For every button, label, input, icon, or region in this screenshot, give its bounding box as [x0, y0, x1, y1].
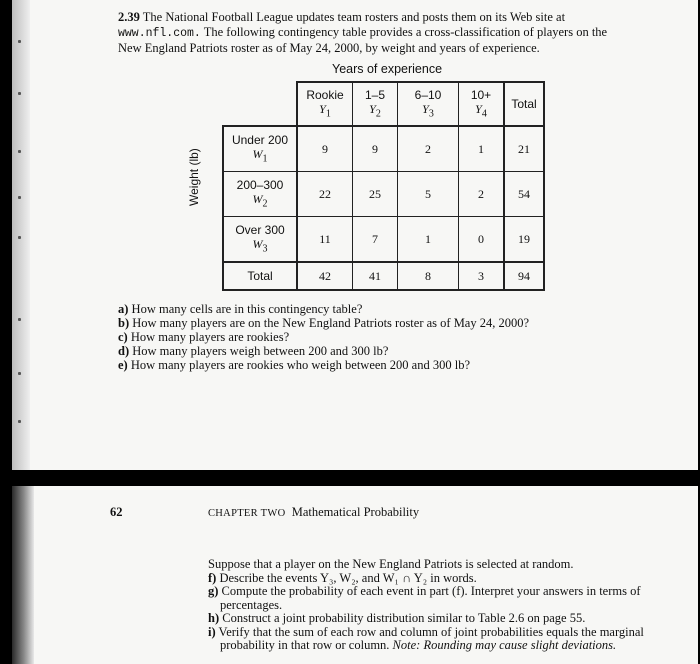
table-cell: 1	[459, 126, 505, 172]
question-item: e) How many players are rookies who weigh between 200 and 300 lb?	[118, 358, 470, 372]
table-cell: 9	[297, 126, 353, 172]
problem-number: 2.39	[118, 10, 140, 24]
problem-text-2: The following contingency table provides a cross-classification of players on the New England Patriots roster as of May 24, 2000, by weight and years of experience.	[118, 24, 608, 55]
table-cell-total: 54	[504, 172, 544, 217]
table-cell: 1	[398, 217, 459, 263]
chapter-label: CHAPTER TWO	[208, 508, 286, 519]
column-header: 6–10 $Y_3$	[398, 82, 459, 126]
table-row	[223, 217, 544, 263]
question-item: g) Compute the probability of each event in part (f). Interpret your answers in terms of percentages.	[208, 584, 641, 612]
column-header: 1–5 $Y_2$	[353, 82, 398, 126]
question-item: i) Verify that the sum of each row and column of joint probabilities equals the marginal probability in that row or column. Note: Rounding may cause slight deviations.	[208, 624, 644, 652]
row-header: 200–300 $W_2$	[223, 172, 297, 217]
scan-speck	[18, 420, 21, 423]
table-cell: 2	[459, 172, 505, 217]
scan-speck	[18, 318, 21, 321]
scan-speck	[18, 196, 21, 199]
textbook-page-bottom	[12, 486, 698, 664]
problem-url: www.nfl.com.	[118, 26, 201, 40]
table-cell: 25	[353, 172, 398, 217]
table-cell-grand-total: 94	[504, 262, 544, 290]
table-cell: 0	[459, 217, 505, 263]
textbook-page-top	[12, 0, 698, 470]
table-cell: 5	[398, 172, 459, 217]
problem-text-1: The National Football League updates team rosters and posts them on its Web site at	[142, 10, 566, 24]
scan-speck	[18, 92, 21, 95]
page-number: 62	[110, 505, 123, 519]
table-cell-total: 21	[504, 126, 544, 172]
table-totals-row	[223, 262, 544, 290]
row-axis-label: Weight (lb)	[187, 148, 201, 206]
table-row	[223, 126, 544, 172]
table-cell: 22	[297, 172, 353, 217]
table-cell: 7	[353, 217, 398, 263]
table-cell: 11	[297, 217, 353, 263]
question-item: b) How many players are on the New England Patriots roster as of May 24, 2000?	[118, 316, 530, 330]
column-axis-label: Years of experience	[332, 62, 443, 76]
table-cell: 9	[353, 126, 398, 172]
table-cell-total: 42	[297, 262, 353, 290]
page-binding-edge	[12, 486, 34, 664]
page-binding-edge	[12, 0, 30, 470]
question-item: h) Construct a joint probability distribution similar to Table 2.6 on page 55.	[208, 611, 586, 625]
table-cell: 2	[398, 126, 459, 172]
question-item: d) How many players weigh between 200 and 300 lb?	[118, 344, 389, 358]
question-list	[118, 302, 529, 372]
column-header: Rookie $Y_1$	[297, 82, 353, 126]
chapter-title: Mathematical Probability	[291, 505, 420, 519]
problem-statement	[118, 10, 618, 56]
table-row	[223, 172, 544, 217]
table-corner	[223, 82, 297, 126]
question-item: c) How many players are rookies?	[118, 330, 290, 344]
column-header-total: Total	[504, 82, 544, 126]
scan-speck	[18, 40, 21, 43]
column-header: 10+ $Y_4$	[459, 82, 505, 126]
contingency-table	[222, 81, 545, 291]
scan-speck	[18, 150, 21, 153]
question-item: f) Describe the events Y₃, W₂, and W₁ ∩ Y₂ in words.	[208, 570, 477, 585]
row-header: Over 300 $W_3$	[223, 217, 297, 263]
table-cell-total: 19	[504, 217, 544, 263]
question-item: a) How many cells are in this contingency table?	[118, 302, 363, 316]
row-header-total: Total	[223, 262, 297, 290]
table-cell-total: 8	[398, 262, 459, 290]
table-cell-total: 3	[459, 262, 505, 290]
chapter-heading	[208, 505, 419, 520]
scan-speck	[18, 372, 21, 375]
row-header: Under 200 $W_1$	[223, 126, 297, 172]
continued-problem	[208, 558, 668, 653]
table-header-row	[223, 82, 544, 126]
table-cell-total: 41	[353, 262, 398, 290]
intro-text: Suppose that a player on the New England Patriots is selected at random.	[208, 557, 574, 571]
scan-speck	[18, 236, 21, 239]
